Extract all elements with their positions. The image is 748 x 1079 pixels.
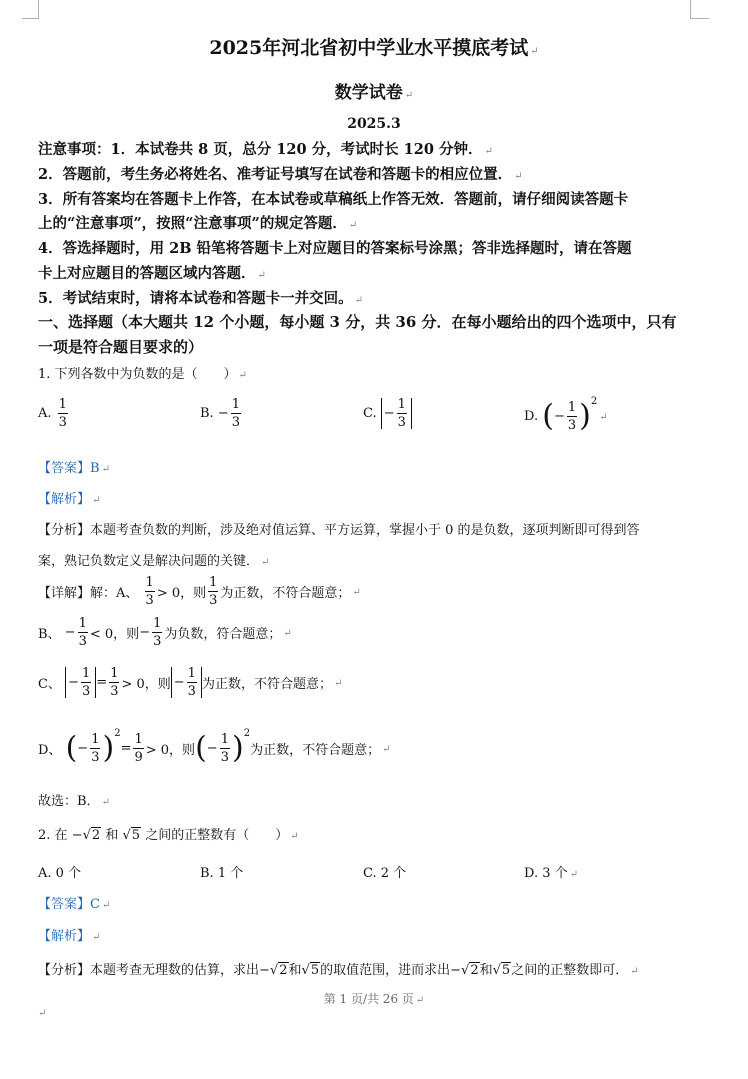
q1-detail-b: B、 − $\frac{1}{3}$ < 0，则− $\frac{1}{3}$ 为负数，符合题意； ↵ <box>38 616 292 649</box>
q1-fenxi-line-2: 案，熟记负数定义是解决问题的关键． ↵ <box>38 554 270 569</box>
q1-option-a: A. $\frac{1}{3}$ <box>38 397 67 430</box>
q2-option-b: B. 1 个 <box>200 866 244 881</box>
note-line-1: 注意事项：1．本试卷共 8 页，总分 120 分，考试时长 120 分钟． ↵ <box>38 141 493 158</box>
q2-answer: 【答案】C ↵ <box>38 897 111 912</box>
q2-option-c: C. 2 个 <box>363 866 407 881</box>
exam-title: 2025年河北省初中学业水平摸底考试 ↵ <box>209 37 539 59</box>
section-heading-line-1: 一、选择题（本大题共 12 个小题，每小题 3 分，共 36 分．在每小题给出的四个选项中，只有 <box>38 313 677 331</box>
exam-subtitle: 数学试卷 ↵ <box>334 83 414 103</box>
page-footer: 第 1 页/共 26 页 ↵ <box>323 992 425 1006</box>
q1-choose: 故选：B． ↵ <box>38 794 110 809</box>
trailing-return-mark: ↵ <box>38 1008 47 1019</box>
note-line-2: 2．答题前，考生务必将姓名、准考证号填写在试卷和答题卡的相应位置． ↵ <box>38 166 523 183</box>
q2-stem: 2. 在 −√2 和 √5 之间的正整数有（ ） ↵ <box>38 828 299 843</box>
q1-option-c: C. − $\frac{1}{3}$ <box>363 398 412 429</box>
note-line-3: 3．所有答案均在答题卡上作答，在本试卷或草稿纸上作答无效．答题前，请仔细阅读答题卡 <box>38 191 629 208</box>
q2-option-a: A. 0 个 <box>38 866 82 881</box>
note-line-6: 卡上对应题目的答题区域内答题． ↵ <box>38 265 266 282</box>
q1-analysis-label: 【解析】 ↵ <box>38 492 101 507</box>
q1-answer: 【答案】B ↵ <box>38 461 110 476</box>
q1-fenxi-line-1: 【分析】本题考查负数的判断，涉及绝对值运算、平方运算，掌握小于 0 的是负数，逐项判断即可得到答 <box>38 523 640 538</box>
sqrt-2: √2 <box>82 828 101 843</box>
exam-date: 2025.3 <box>347 116 401 132</box>
q1-detail-a: 【详解】解：A、 $\frac{1}{3}$ > 0，则 $\frac{1}{3}$ 为正数，不符合题意； ↵ <box>38 575 361 608</box>
note-line-4: 上的“注意事项”，按照“注意事项”的规定答题． ↵ <box>38 215 358 232</box>
corner-mark-right <box>690 0 709 19</box>
q1-option-b: B. − $\frac{1}{3}$ <box>200 397 241 430</box>
note-line-5: 4．答选择题时，用 2B 铅笔将答题卡上对应题目的答案标号涂黑；答非选择题时，请在答题 <box>38 240 632 257</box>
q2-fenxi: 【分析】本题考查无理数的估算，求出−√2和√5的取值范围，进而求出−√2和√5之间的正整数即可． ↵ <box>38 963 639 978</box>
fraction: $\frac{1}{3}$ <box>231 397 241 430</box>
q1-stem: 1. 下列各数中为负数的是（ ） ↵ <box>38 367 247 382</box>
q1-detail-c: C、 − $\frac{1}{3}$ = $\frac{1}{3}$ > 0，则 − $\frac{1}{3}$ 为正数，不符合题意； ↵ <box>38 666 343 699</box>
q2-option-d: D. 3 个 ↵ <box>524 866 579 881</box>
q1-detail-d: D、 (− $\frac{1}{3}$ )$^2$= $\frac{1}{9}$ > 0，则(− $\frac{1}{3}$ )$^2$为正数，不符合题意； ↵ <box>38 728 391 766</box>
absolute-value: − $\frac{1}{3}$ <box>381 398 412 429</box>
sqrt-5: √5 <box>122 828 141 843</box>
fraction: $\frac{1}{3}$ <box>58 397 67 430</box>
corner-mark-left <box>22 0 39 19</box>
q2-analysis-label: 【解析】 ↵ <box>38 929 101 944</box>
note-line-7: 5．考试结束时，请将本试卷和答题卡一并交回。 ↵ <box>38 290 363 307</box>
section-heading-line-2: 一项是符合题目要求的） <box>38 338 204 356</box>
q1-option-d: D. (− $\frac{1}{3}$ )$^2$↵ <box>524 396 608 434</box>
